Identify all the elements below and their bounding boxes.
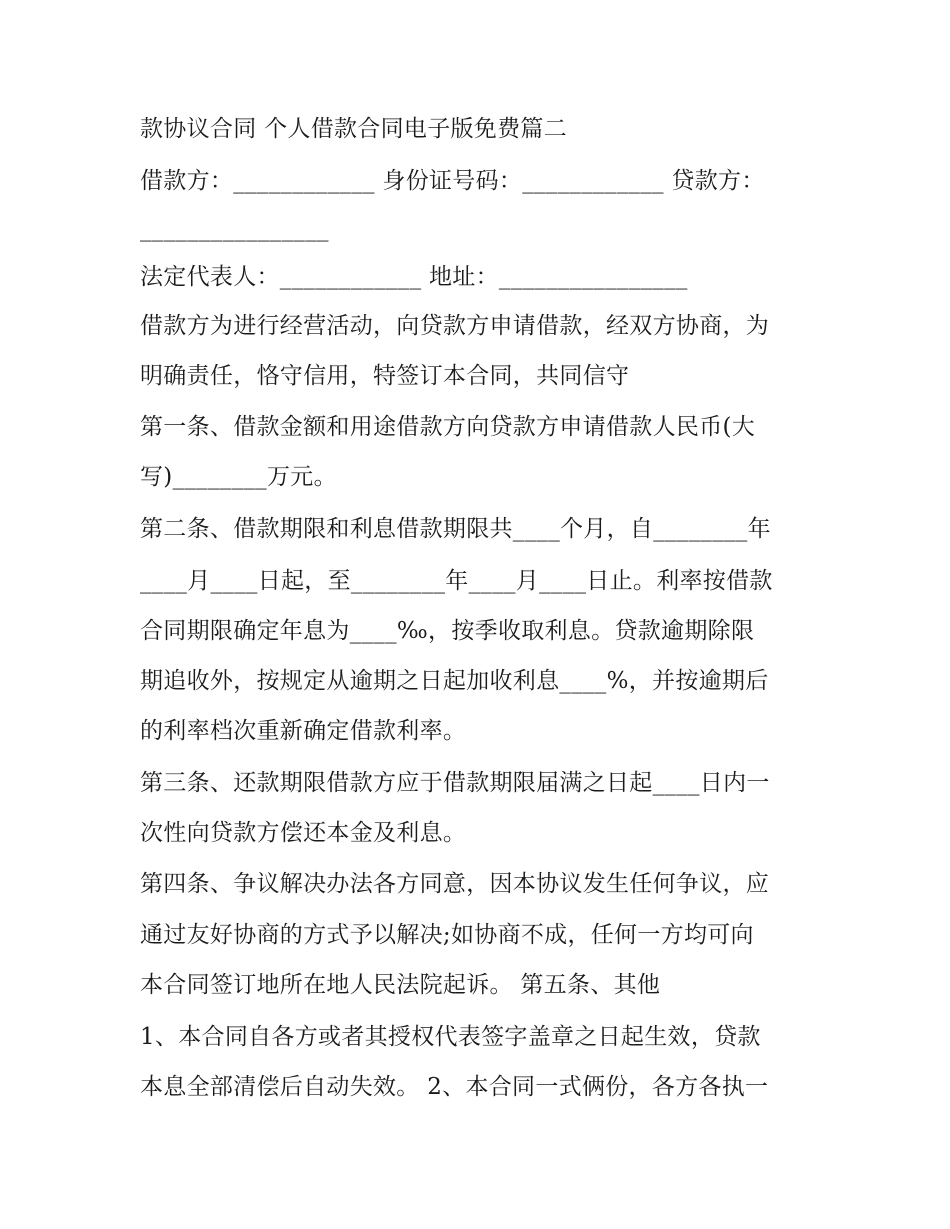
article-4-line-1: 第四条、争议解决办法各方同意，因本协议发生任何争议，应 <box>140 871 770 897</box>
legal-rep-address-line: 法定代表人：____________ 地址：________________ <box>140 264 688 290</box>
article-4-line-2: 通过友好协商的方式予以解决;如协商不成，任何一方均可向 <box>140 922 754 948</box>
article-5-item-2-line: 本息全部清偿后自动失效。 2、本合同一式俩份，各方各执一 <box>140 1074 769 1100</box>
article-2-line-5: 的利率档次重新确定借款利率。 <box>140 718 467 744</box>
article-1-line-1: 第一条、借款金额和用途借款方向贷款方申请借款人民币(大 <box>140 414 756 440</box>
article-2-line-1: 第二条、借款期限和利息借款期限共____个月，自________年 <box>140 516 771 542</box>
article-5-item-1-line: 1、本合同自各方或者其授权代表签字盖章之日起生效，贷款 <box>140 1024 761 1050</box>
preamble-line-1: 借款方为进行经营活动，向贷款方申请借款，经双方协商，为 <box>140 313 770 339</box>
article-2-line-2: ____月____日起，至________年____月____日止。利率按借款 <box>140 568 773 594</box>
article-3-line-2: 次性向贷款方偿还本金及利息。 <box>140 820 467 846</box>
preamble-line-2: 明确责任，恪守信用，特签订本合同，共同信守 <box>140 363 630 389</box>
document-title-line: 款协议合同 个人借款合同电子版免费篇二 <box>140 116 568 142</box>
borrower-id-lender-line: 借款方：____________ 身份证号码：____________ 贷款方： <box>140 168 765 194</box>
article-1-line-2: 写)________万元。 <box>140 464 337 490</box>
article-4-line-3: 本合同签订地所在地人民法院起诉。 第五条、其他 <box>140 972 661 998</box>
article-2-line-3: 合同期限确定年息为____‰，按季收取利息。贷款逾期除限 <box>140 618 755 644</box>
article-3-line-1: 第三条、还款期限借款方应于借款期限届满之日起____日内一 <box>140 770 770 796</box>
lender-blank-line: ________________ <box>140 216 329 242</box>
article-2-line-4: 期追收外，按规定从逾期之日起加收利息____%，并按逾期后 <box>140 668 769 694</box>
